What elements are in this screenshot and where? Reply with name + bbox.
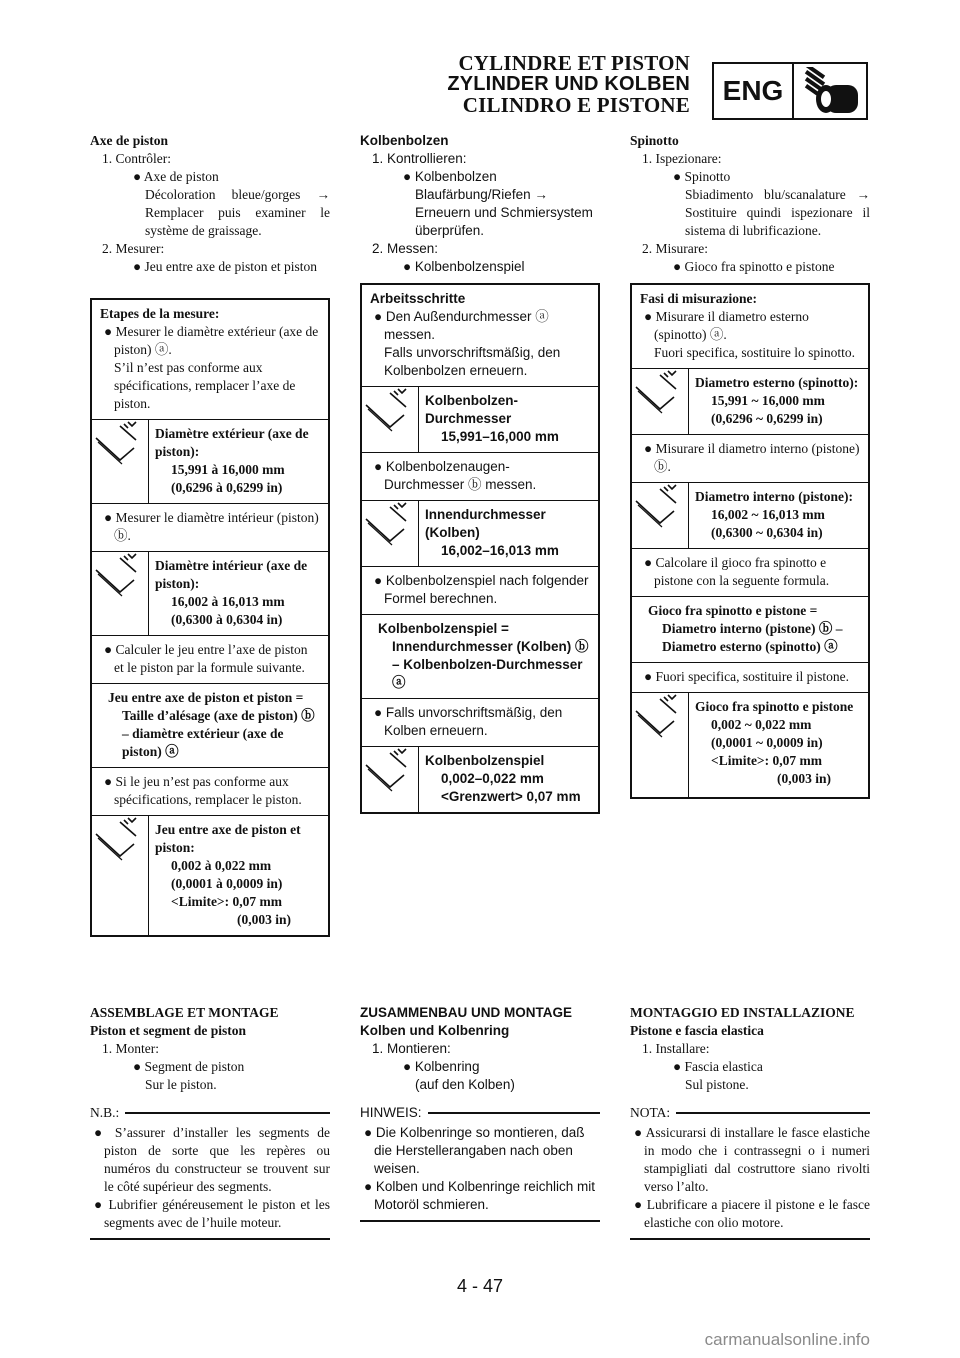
de-step2: 2. Messen: <box>372 241 439 256</box>
caliper-icon <box>362 747 419 812</box>
it-spec3-l3: (0,0001 ~ 0,0009 in) <box>711 735 823 750</box>
caliper-icon <box>362 501 419 566</box>
fr-asm-sub: Piston et segment de piston <box>90 1023 246 1038</box>
fr-spec1-l1: Diamètre extérieur (axe de piston): <box>155 426 309 459</box>
fr-inspection-section <box>90 132 330 276</box>
fr-step2-item: ● Jeu entre axe de piston et piston <box>133 259 317 274</box>
it-spec3-l5: (0,003 in) <box>777 771 831 786</box>
de-box-title: Arbeitsschritte <box>370 291 466 306</box>
de-spec1-l1: Kolbenbolzen-Durchmesser <box>425 393 518 426</box>
fr-box-title: Etapes de la mesure: <box>100 306 220 321</box>
it-measure-box <box>630 283 870 799</box>
de-bullet1: ● Den Außendurchmesser ⓐ messen. <box>374 309 549 342</box>
fr-measure-box <box>90 298 330 937</box>
it-asm-sub: Pistone e fascia elastica <box>630 1023 764 1038</box>
eng-badge <box>712 62 868 120</box>
fr-step1-desc: Décoloration bleue/gorges → Remplacer puis examiner le système de graissage. <box>145 187 330 238</box>
fr-bullet4: ● Si le jeu n’est pas conforme aux spécifications, remplacer le piston. <box>104 774 302 807</box>
de-step1-item: ● Kolbenbolzen <box>403 169 497 184</box>
de-spec3-l1: Kolbenbolzenspiel <box>425 753 545 768</box>
it-spec3-l4: <Limite>: 0,07 mm <box>711 753 822 768</box>
de-spec3-l2: 0,002–0,022 mm <box>441 771 544 786</box>
page-number: 4 - 47 <box>456 1276 504 1296</box>
de-note-header: HINWEIS: <box>360 1104 600 1122</box>
it-asm-item: ● Fascia elastica <box>673 1059 763 1074</box>
de-step1: 1. Kontrollieren: <box>372 151 467 166</box>
caliper-icon <box>92 816 149 935</box>
it-spec2-l1: Diametro interno (pistone): <box>695 489 853 504</box>
de-title: Kolbenbolzen <box>360 133 449 148</box>
it-assembly-section <box>630 1004 870 1240</box>
de-bullet4: ● Falls unvorschriftsmäßig, den Kolben erneuern. <box>374 705 563 738</box>
it-spec2-l3: (0,6300 ~ 0,6304 in) <box>711 525 823 540</box>
fr-assembly-section <box>90 1004 330 1240</box>
de-inspection-section <box>360 132 600 276</box>
it-asm-title: MONTAGGIO ED INSTALLAZIONE <box>630 1005 855 1020</box>
de-bullet3: ● Kolbenbolzenspiel nach folgender Formel berechnen. <box>374 573 589 606</box>
it-inspection-section <box>630 132 870 276</box>
it-spec1-l2: 15,991 ~ 16,000 mm <box>711 393 825 408</box>
de-note1: ● Die Kolbenringe so montieren, daß die Herstellerangaben nach oben weisen. <box>364 1125 585 1176</box>
it-step1-desc: Sbiadimento blu/scanalature → Sostituire quindi ispezionare il sistema di lubrificazione. <box>685 187 870 238</box>
de-asm-sub: Kolben und Kolbenring <box>360 1023 510 1038</box>
de-step1-desc: Blaufärbung/Riefen → Erneuern und Schmiersystem überprüfen. <box>415 187 593 238</box>
fr-note1: ● S’assurer d’installer les segments de piston de sorte que les repères ou numéros du constructeur se trouvent sur le côté supérieur des segments. <box>94 1125 331 1194</box>
de-note2: ● Kolben und Kolbenringe reichlich mit Motoröl schmieren. <box>364 1179 596 1212</box>
it-note1: ● Assicurarsi di installare le fasce elastiche in modo che i contrassegni o i numeri stampigliati dal costruttore siano rivolti verso l’alto. <box>634 1125 870 1194</box>
it-asm-desc: Sul pistone. <box>685 1077 749 1092</box>
fr-bullet3: ● Calculer le jeu entre l’axe de piston et le piston par la formule suivante. <box>104 642 308 675</box>
header-title-fr: CYLINDRE ET PISTON <box>458 51 690 75</box>
fr-asm-item: ● Segment de piston <box>133 1059 245 1074</box>
it-step1-item: ● Spinotto <box>673 169 731 184</box>
de-spec1-l2: 15,991–16,000 mm <box>441 429 559 444</box>
de-bullet2: ● Kolbenbolzenaugen-Durchmesser ⓑ messen. <box>374 459 537 492</box>
it-step1: 1. Ispezionare: <box>642 151 722 166</box>
it-bullet1: ● Misurare il diametro esterno (spinotto) ⓐ. <box>644 309 809 342</box>
it-spec3-l2: 0,002 ~ 0,022 mm <box>711 717 812 732</box>
it-formula: Gioco fra spinotto e pistone = Diametro interno (pistone) ⓑ – Diametro esterno (spinotto) ⓐ <box>648 603 843 654</box>
fr-asm-desc: Sur le piston. <box>145 1077 217 1092</box>
it-spec3-l1: Gioco fra spinotto e pistone <box>695 699 854 714</box>
caliper-icon <box>632 693 689 797</box>
it-box-title: Fasi di misurazione: <box>640 291 757 306</box>
eng-badge-label: ENG <box>714 64 794 118</box>
fr-spec1-l2: 15,991 à 16,000 mm <box>171 462 285 477</box>
it-spec1-l3: (0,6296 ~ 0,6299 in) <box>711 411 823 426</box>
fr-formula: Jeu entre axe de piston et piston = Taille d’alésage (axe de piston) ⓑ – diamètre extérieur (axe de piston) ⓐ <box>108 690 315 759</box>
it-bullet1-desc: Fuori specifica, sostituire lo spinotto. <box>654 345 855 360</box>
fr-spec2-l1: Diamètre intérieur (axe de piston): <box>155 558 308 591</box>
wrench-icon <box>796 67 864 117</box>
caliper-icon <box>362 387 419 452</box>
fr-note-end <box>90 1238 330 1240</box>
fr-spec3-l4: <Limite>: 0,07 mm <box>171 894 282 909</box>
watermark-link[interactable]: carmanualsonline.info <box>704 1330 870 1349</box>
it-step2: 2. Misurare: <box>642 241 708 256</box>
de-spec3-l3: <Grenzwert> 0,07 mm <box>441 789 581 804</box>
fr-title: Axe de piston <box>90 133 169 148</box>
de-bullet1-desc: Falls unvorschriftsmäßig, den Kolbenbolzen erneuern. <box>384 345 561 378</box>
it-note2: ● Lubrificare a piacere il pistone e le fasce elastiche con olio motore. <box>634 1197 871 1230</box>
caliper-icon <box>632 369 689 434</box>
it-note-end <box>630 1238 870 1240</box>
de-note-end <box>360 1220 600 1222</box>
fr-spec1-l3: (0,6296 à 0,6299 in) <box>171 480 283 495</box>
de-asm-desc: (auf den Kolben) <box>415 1077 515 1092</box>
it-asm-step: 1. Installare: <box>642 1041 710 1056</box>
fr-spec3-l2: 0,002 à 0,022 mm <box>171 858 272 873</box>
it-spec1-l1: Diametro esterno (spinotto): <box>695 375 859 390</box>
header-title-de: ZYLINDER UND KOLBEN <box>447 73 690 95</box>
it-title: Spinotto <box>630 133 679 148</box>
de-spec2-l1: Innendurchmesser (Kolben) <box>425 507 546 540</box>
de-assembly-section <box>360 1004 600 1222</box>
fr-bullet1: ● Mesurer le diamètre extérieur (axe de piston) ⓐ. <box>104 324 319 357</box>
de-asm-item: ● Kolbenring <box>403 1059 480 1074</box>
de-step2-item: ● Kolbenbolzenspiel <box>403 259 525 274</box>
de-asm-step: 1. Montieren: <box>372 1041 451 1056</box>
de-measure-box <box>360 283 600 814</box>
de-spec2-l2: 16,002–16,013 mm <box>441 543 559 558</box>
fr-step1-item: ● Axe de piston <box>133 169 219 184</box>
caliper-icon <box>632 483 689 548</box>
caliper-icon <box>92 420 149 503</box>
it-bullet2: ● Misurare il diametro interno (pistone) ⓑ. <box>644 441 860 474</box>
it-note-header: NOTA: <box>630 1104 870 1122</box>
fr-spec2-l3: (0,6300 à 0,6304 in) <box>171 612 283 627</box>
fr-asm-step: 1. Monter: <box>102 1041 159 1056</box>
de-formula: Kolbenbolzenspiel = Innendurchmesser (Kolben) ⓑ – Kolbenbolzen-Durchmesser ⓐ <box>378 621 589 690</box>
it-spec2-l2: 16,002 ~ 16,013 mm <box>711 507 825 522</box>
header-title-it: CILINDRO E PISTONE <box>462 93 690 117</box>
fr-spec3-l1: Jeu entre axe de piston et piston: <box>155 822 301 855</box>
fr-note-header: N.B.: <box>90 1104 330 1122</box>
fr-note2: ● Lubrifier généreusement le piston et les segments avec de l’huile moteur. <box>94 1197 330 1230</box>
fr-step1: 1. Contrôler: <box>102 151 171 166</box>
it-bullet4: ● Fuori specifica, sostituire il pistone. <box>644 669 850 684</box>
fr-bullet1-desc: S’il n’est pas conforme aux spécifications, remplacer l’axe de piston. <box>114 360 296 411</box>
fr-step2: 2. Mesurer: <box>102 241 165 256</box>
fr-asm-title: ASSEMBLAGE ET MONTAGE <box>90 1005 279 1020</box>
fr-spec3-l5: (0,003 in) <box>237 912 291 927</box>
it-bullet3: ● Calcolare il gioco fra spinotto e pistone con la seguente formula. <box>644 555 830 588</box>
caliper-icon <box>92 552 149 635</box>
fr-bullet2: ● Mesurer le diamètre intérieur (piston) ⓑ. <box>104 510 319 543</box>
de-asm-title: ZUSAMMENBAU UND MONTAGE <box>360 1005 572 1020</box>
fr-spec3-l3: (0,0001 à 0,0009 in) <box>171 876 283 891</box>
fr-spec2-l2: 16,002 à 16,013 mm <box>171 594 285 609</box>
it-step2-item: ● Gioco fra spinotto e pistone <box>673 259 835 274</box>
